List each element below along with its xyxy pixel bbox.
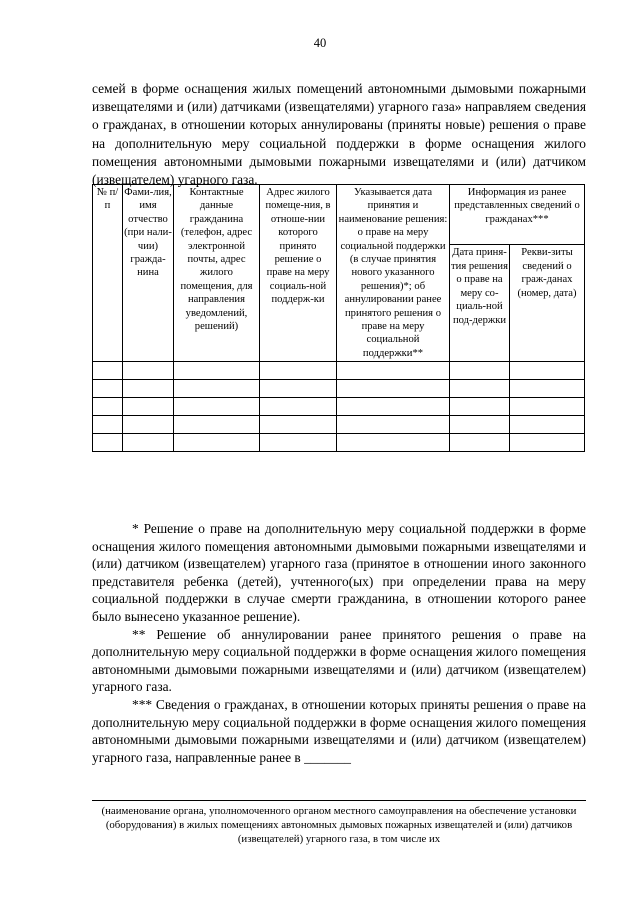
header-contact-data: Контактные данные гражданина (телефон, адрес электронной почты, адрес жилого помещения, для направления уведомлений, решений) xyxy=(174,185,260,362)
header-address: Адрес жилого помеще-ния, в отноше-нии которого принято решение о праве на меру социаль-ной поддерж-ки xyxy=(260,185,337,362)
page-number: 40 xyxy=(313,36,327,50)
footnotes xyxy=(92,520,586,766)
information-table xyxy=(92,184,585,452)
table-header-row xyxy=(93,185,585,245)
signature-line xyxy=(92,800,586,801)
table-row xyxy=(93,398,585,416)
footer-caption: (наименование органа, уполномоченного органом местного самоуправления на обеспечение установки (оборудования) в жилых помещениях автономных дымовых пожарных извещателей и (или) датчиков (извещателей) угарного газа, в том числе их xyxy=(101,805,577,845)
header-previous-decision-date: Дата приня-тия решения о праве на меру со-циаль-ной под-держки xyxy=(450,245,510,362)
header-full-name: Фами-лия, имя отчество (при нали-чии) гражда-нина xyxy=(123,185,174,362)
table-row xyxy=(93,434,585,452)
intro-paragraph xyxy=(92,80,586,189)
header-previous-info: Информация из ранее представленных сведений о гражданах*** xyxy=(450,185,585,245)
table-row xyxy=(93,416,585,434)
header-previous-details: Рекви-зиты сведений о граж-данах (номер, дата) xyxy=(510,245,585,362)
table-row xyxy=(93,362,585,380)
intro-text: семей в форме оснащения жилых помещений автономными дымовыми пожарными извещателями и (или) датчиками (извещателями) угарного газа» направляем сведения о гражданах, в отношении которых аннулированы (приняты новые) решения о праве на дополнительную меру социальной поддержки в форме оснащения жилого помещения автономными дымовыми пожарными извещателями и (или) датчиком (извещателем) угарного газа. xyxy=(92,81,586,188)
header-number: № п/п xyxy=(93,185,123,362)
footnote-triple-star: *** Сведения о гражданах, в отношении которых приняты решения о праве на дополнительную меру социальной поддержки в форме оснащения жилого помещения автономными дымовыми пожарными извещателями и (или) датчиком (извещателем) угарного газа, направленные ранее в _______ xyxy=(92,696,586,765)
header-decision-date: Указывается дата принятия и наименование решения: о праве на меру социальной поддержки (в случае принятия нового указанного решения)*; об аннулировании ранее принятого решения о праве на меру социальной поддержки** xyxy=(337,185,450,362)
table-row xyxy=(93,380,585,398)
footnote-double-star: ** Решение об аннулировании ранее принятого решения о праве на дополнительную меру социальной поддержки в форме оснащения жилого помещения автономными дымовыми пожарными извещателями и (или) датчиком (извещателем) угарного газа. xyxy=(92,626,586,695)
footnote-single-star: * Решение о праве на дополнительную меру социальной поддержки в форме оснащения жилого помещения автономными дымовыми пожарными извещателями и (или) датчиком (извещателем) угарного газа (принятое в отношении иного законного представителя ребенка (детей), учтенного(ых) при определении права на меру социальной поддержки в случае смерти гражданина, в отношении которого ранее было вынесено указанное решение). xyxy=(92,521,586,624)
